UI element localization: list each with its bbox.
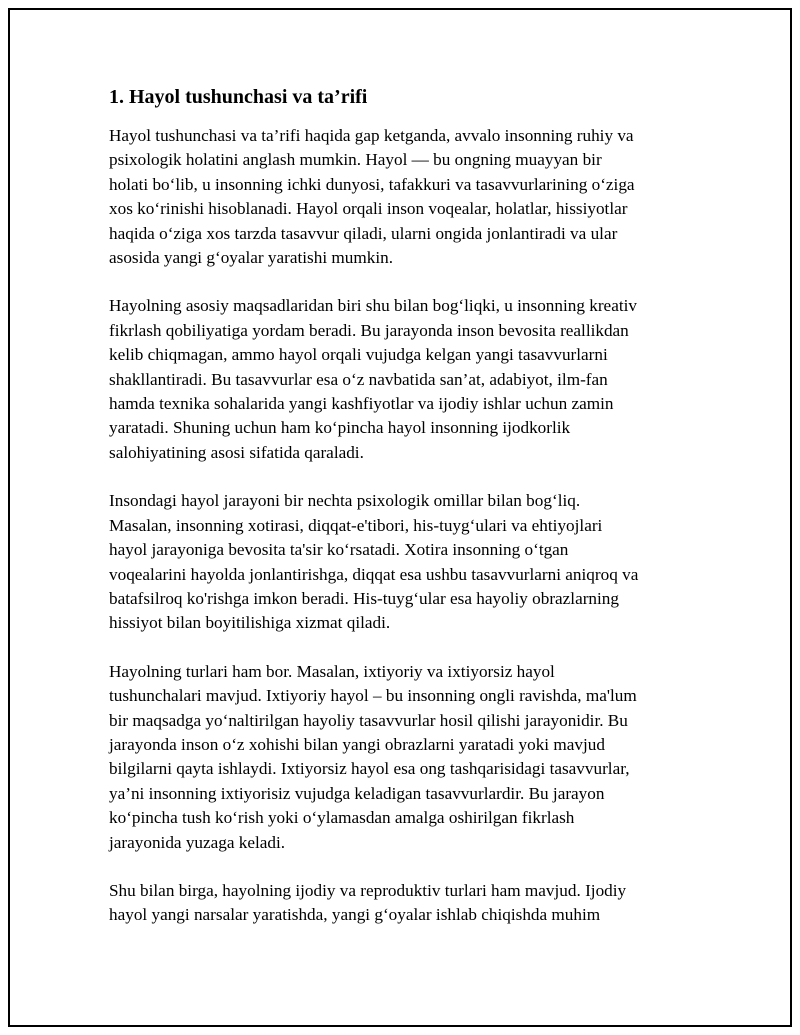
text-line: fikrlash qobiliyatiga yordam beradi. Bu jarayonda inson bevosita reallikdan [109, 320, 629, 340]
text-line: hayol jarayoniga bevosita ta'sir ko‘rsatadi. Xotira insonning o‘tgan [109, 540, 569, 560]
text-line: yaratadi. Shuning uchun ham ko‘pincha hayol insonning ijodkorlik [109, 418, 571, 438]
text-line: Insondagi hayol jarayoni bir nechta psixologik omillar bilan bog‘liq. [109, 491, 581, 511]
text-line: Hayol tushunchasi va ta’rifi haqida gap ketganda, avvalo insonning ruhiy va [109, 126, 634, 145]
text-line: batafsilroq ko'rishga imkon beradi. His-tuyg‘ular esa hayoliy obrazlarning [109, 588, 619, 608]
text-line: asosida yangi g‘oyalar yaratishi mumkin. [109, 248, 394, 268]
text-line: voqealarini hayolda jonlantirishga, diqqat esa ushbu tasavvurlarni aniqroq va [109, 564, 639, 584]
text-line: jarayonda inson o‘z xohishi bilan yangi obrazlarni yaratadi yoki mavjud [109, 734, 605, 754]
text-line: holati bo‘lib, u insonning ichki dunyosi, tafakkuri va tasavvurlarining o‘ziga [109, 174, 635, 194]
text-line: psixologik holatini anglash mumkin. Hayol — bu ongning muayyan bir [109, 150, 602, 170]
text-line: Hayolning turlari ham bor. Masalan, ixtiyoriy va ixtiyorsiz hayol [109, 661, 555, 681]
paragraph [109, 489, 689, 635]
text-line: salohiyatining asosi sifatida qaraladi. [109, 442, 364, 462]
paragraph-list [109, 124, 689, 928]
text-line: shakllantiradi. Bu tasavvurlar esa o‘z navbatida san’at, adabiyot, ilm-fan [109, 369, 608, 389]
section-heading: 1. Hayol tushunchasi va ta’rifi [109, 86, 368, 108]
paragraph [109, 294, 689, 465]
text-line: hayol yangi narsalar yaratishda, yangi g‘oyalar ishlab chiqishda muhim [109, 905, 601, 925]
document-content [109, 84, 689, 952]
text-line: kelib chiqmagan, ammo hayol orqali vujudga kelgan yangi tasavvurlarni [109, 345, 608, 365]
text-line: bilgilarni qayta ishlaydi. Ixtiyorsiz hayol esa ong tashqarisidagi tasavvurlar, [109, 759, 630, 779]
text-line: hamda texnika sohalarida yangi kashfiyotlar va ijodiy ishlar uchun zamin [109, 394, 614, 414]
text-line: ya’ni insonning ixtiyorisiz vujudga keladigan tasavvurlardir. Bu jarayon [109, 783, 605, 803]
paragraph [109, 879, 689, 928]
paragraph [109, 660, 689, 855]
text-line: Masalan, insonning xotirasi, diqqat-e'tibori, his-tuyg‘ulari va ehtiyojlari [109, 515, 603, 535]
text-line: ko‘pincha tush ko‘rish yoki o‘ylamasdan amalga oshirilgan fikrlash [109, 808, 575, 828]
text-line: xos ko‘rinishi hisoblanadi. Hayol orqali inson voqealar, holatlar, hissiyotlar [109, 199, 628, 219]
text-line: hissiyot bilan boyitilishiga xizmat qiladi. [109, 613, 391, 633]
text-line: tushunchalari mavjud. Ixtiyoriy hayol – bu insonning ongli ravishda, ma'lum [109, 686, 637, 706]
text-line: bir maqsadga yo‘naltirilgan hayoliy tasavvurlar hosil qilishi jarayonidir. Bu [109, 710, 628, 730]
paragraph [109, 124, 689, 270]
text-line: jarayonida yuzaga keladi. [109, 832, 286, 852]
text-line: Shu bilan birga, hayolning ijodiy va reproduktiv turlari ham mavjud. Ijodiy [109, 880, 627, 900]
text-line: haqida o‘ziga xos tarzda tasavvur qiladi, ularni ongida jonlantiradi va ular [109, 223, 618, 243]
text-line: Hayolning asosiy maqsadlaridan biri shu bilan bog‘liqki, u insonning kreativ [109, 296, 637, 316]
